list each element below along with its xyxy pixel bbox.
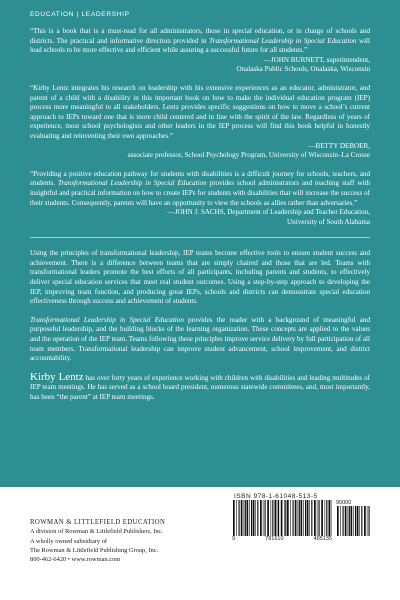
barcode-bar [257, 500, 258, 536]
barcode-bar [305, 500, 306, 536]
barcode-bar [247, 500, 249, 536]
barcode-bar [278, 500, 279, 536]
barcode-bar [275, 500, 277, 536]
barcode-bar [340, 506, 341, 536]
barcode-bar [249, 500, 250, 536]
barcode-bar [357, 506, 359, 536]
barcode-bar [329, 500, 331, 536]
barcode-bar [271, 500, 272, 536]
divider-rule [30, 237, 370, 238]
barcode-bar [309, 500, 310, 536]
author-name: Kirby Lentz [30, 370, 84, 383]
publisher-contact: 800-462-6420 • www.rowman.com [30, 556, 121, 564]
barcode-digits [232, 536, 332, 542]
isbn-barcode [232, 493, 372, 542]
barcode-bar [290, 500, 291, 536]
barcode-bar [317, 500, 318, 536]
barcode-bar [239, 500, 240, 536]
barcode-bar [325, 500, 326, 536]
barcode-bar [293, 500, 294, 536]
endorsement-text: provides school administrators and teaching staff with insightful and practical information on how to create IEPs for students with disabilities that will increase the success of their students. Consequently, parents will have an opportunity to view the schools as allies rather than adversaries.” [30, 179, 370, 207]
barcode-bar [233, 500, 235, 536]
endorsement-affiliation: University of South Alabama [287, 217, 370, 226]
publisher-info [30, 518, 165, 564]
barcode-bar [361, 506, 362, 536]
endorsement-attribution: —JOHN BURNETT, superintendent, [263, 55, 370, 64]
barcode-bar [314, 500, 316, 536]
barcode-bar [244, 500, 245, 536]
barcode-bar [295, 500, 297, 536]
barcode-bar [260, 500, 262, 536]
publisher-line: The Rowman & Littlefield Publishing Group, Inc. [30, 546, 159, 554]
barcode-bar [287, 500, 289, 536]
barcode-bar [345, 506, 347, 536]
endorsement-deboer [30, 84, 370, 161]
barcode-bar [353, 506, 354, 536]
barcode-bar [241, 500, 243, 536]
barcode-bar [251, 500, 252, 536]
barcode-bar [263, 500, 264, 536]
barcode-bar [281, 500, 283, 536]
barcode-bar [272, 500, 273, 536]
description-book-title: Transformational Leadership in Special Education [30, 315, 184, 324]
barcode-bar [319, 500, 320, 536]
barcode-bar [236, 500, 237, 536]
endorsement-text: “Providing a positive education pathway for students with disabilities is a difficult journey for schools, teachers, and students. [30, 169, 370, 188]
endorsement-book-title: Transformational Leadership in Special Education [209, 36, 357, 45]
barcode-bar [321, 500, 323, 536]
endorsement-attribution: —JOHN J. SACHS, Department of Leadership and Teacher Education, [167, 208, 370, 217]
price-barcode-icon [336, 506, 370, 536]
book-description: Using the principles of transformational leadership, IEP teams become effective tools to ensure student success and achievement. There is a difference between teams that are simply chaired and those that are led. Teams with transformational leaders promote the best efforts of all participants, including parents and students, to effectively deliver special education services that meet real student outcomes. Using a step-by-step approach to developing the IEP, improving team function, and producing great IEPs, schools and districts can demonstrate special education effectiveness through success and achievement of students. [30, 249, 370, 306]
publisher-line: A division of Rowman & Littlefield Publishers, Inc. [30, 528, 163, 536]
barcode-bar [265, 500, 266, 536]
barcode-bar [253, 500, 255, 536]
barcode-bar [277, 500, 278, 536]
barcode-row [232, 500, 372, 542]
barcode-bar [298, 500, 299, 536]
barcode-bar [349, 506, 350, 536]
barcode-bar [303, 500, 304, 536]
endorsement-burnett [30, 27, 370, 75]
endorsement-text: “This is a book that is a must-read for all administrators, those in special education, or in charge of schools and districts. The practical and informative direction provided in [30, 27, 370, 45]
barcode-bar [343, 506, 344, 536]
endorsement-sachs [30, 170, 370, 228]
description-text: provides the reader with a background of meaningful and purposeful leadership, and the building blocks of the learning organization. These concepts are applied to the values and the operation of the IEP team. Teams following these principles improve service delivery by full participation of all team members. Transformational leadership can improve student advancement, school improvement, and district accountability. [30, 315, 370, 363]
endorsement-attribution: —BETTY DEBOER, [308, 141, 370, 150]
barcode-bar [307, 500, 309, 536]
endorsement-text: will lead schools to be more effective and efficient while assuring a successful future for all students.” [30, 36, 370, 55]
book-description-second [30, 316, 370, 364]
barcode-digit-group: 485135 [313, 536, 332, 542]
barcode-bar [255, 500, 256, 536]
barcode-bar [326, 500, 327, 536]
price-barcode-block [332, 500, 370, 536]
author-bio [30, 370, 371, 403]
author-bio-text: has over forty years of experience working with children with disabilities and leading multitudes of IEP team meetings. He has served as a school board president, numerous statewide committees, and, most importantly, has been “the parent” at IEP team meetings. [30, 373, 371, 401]
barcode-bar [369, 506, 370, 536]
barcode-digit-group: 781610 [265, 536, 284, 542]
endorsement-book-title: Transformational Leadership in Special Education [57, 179, 207, 188]
barcode-bar [245, 500, 246, 536]
price-code: 90000 [336, 500, 352, 506]
barcode-bar [311, 500, 312, 536]
barcode-bar [301, 500, 303, 536]
ean-barcode-icon [232, 500, 332, 536]
barcode-digit-group: 9 [232, 536, 236, 542]
barcode-bar [284, 500, 285, 536]
barcode-bar [285, 500, 286, 536]
barcode-bar [299, 500, 300, 536]
barcode-bar [367, 506, 368, 536]
barcode-bar [348, 506, 349, 536]
publisher-line: A wholly owned subsidiary of [30, 537, 108, 545]
barcode-bar [359, 506, 360, 536]
barcode-bar [355, 506, 356, 536]
endorsement-text: “Kirby Lentz integrates his research on leadership with his extensive experiences as an educator, administrator, and parent of a child with a disability in this important book on how to make the individual education program (IEP) process more meaningful to all stakeholders. Lentz provides specific suggestions on how to move a school’s current approach to IEPs toward one that is more child centered and in line with the spirit of the law. Regardless of years of experience, most school psychologists and other leaders in the IEP process will find this book helpful in honestly evaluating and reinventing their own approaches.” [30, 83, 370, 140]
ean-barcode-block [232, 500, 332, 542]
barcode-bar [351, 506, 353, 536]
publisher-name: ROWMAN & LITTLEFIELD EDUCATION [30, 519, 166, 526]
barcode-bar [337, 506, 339, 536]
barcode-bar [267, 500, 269, 536]
isbn-text: ISBN 978-1-61048-513-5 [234, 493, 318, 500]
barcode-bar [364, 506, 366, 536]
endorsement-affiliation: associate professor, School Psychology Program, University of Wisconsin–La Crosse [127, 151, 370, 160]
endorsement-affiliation: Onalaska Public Schools, Onalaska, Wisconsin [236, 65, 370, 74]
category-label: EDUCATION | LEADERSHIP [30, 11, 130, 18]
